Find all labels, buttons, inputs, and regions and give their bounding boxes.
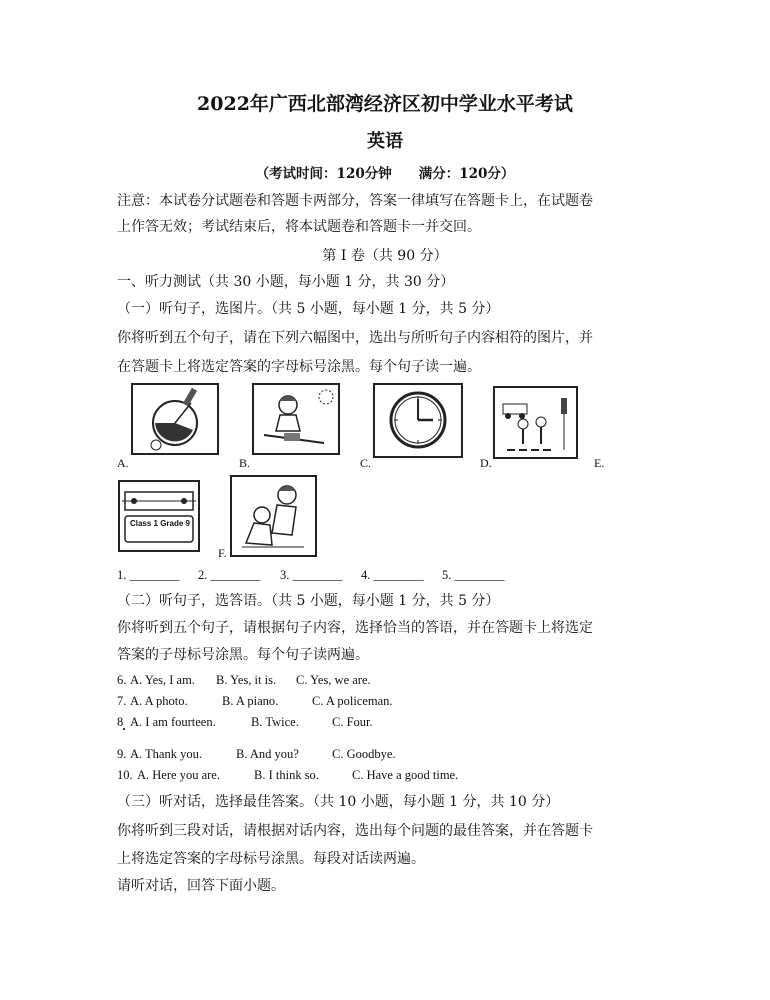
exam-info: （考试时间：120分钟 满分：120分）: [255, 166, 515, 182]
option-c[interactable]: C. Have a good time.: [352, 768, 459, 782]
option-a[interactable]: A. Thank you.: [130, 747, 202, 761]
option-a[interactable]: A. Here you are.: [137, 768, 220, 782]
option-a[interactable]: A. A photo.: [130, 694, 188, 708]
picture-d-crossing-street: [493, 386, 578, 459]
answer-blank-2[interactable]: 2. ________: [198, 568, 261, 582]
picture-label-e: E.: [594, 456, 605, 470]
part1-instruction-2: 在答题卡上将选定答案的字母标号涂黑。每个句子读一遍。: [117, 359, 481, 375]
exam-title: 2022年广西北部湾经济区初中学业水平考试: [197, 93, 573, 115]
children-helping-icon: [232, 477, 315, 555]
answer-blank-3[interactable]: 3. ________: [280, 568, 343, 582]
option-c[interactable]: C. Yes, we are.: [296, 673, 371, 687]
notice-line-1: 注意：本试卷分试题卷和答题卡两部分，答案一律填写在答题卡上，在试题卷: [117, 193, 593, 209]
ping-pong-paddle-icon: [133, 385, 217, 453]
part2-instruction-2: 答案的子母标号涂黑。每个句子读两遍。: [117, 647, 369, 663]
question-number: 10.: [117, 768, 133, 782]
picture-c-clock: [373, 383, 463, 458]
section1-heading: 一、听力测试（共 30 小题，每小题 1 分，共 30 分）: [117, 274, 455, 290]
option-b[interactable]: B. Twice.: [251, 715, 299, 729]
picture-e-class-sign: [118, 480, 200, 552]
answer-blank-5[interactable]: 5. ________: [442, 568, 505, 582]
option-b[interactable]: B. I think so.: [254, 768, 319, 782]
option-c[interactable]: C. A policeman.: [312, 694, 393, 708]
question-number: 7.: [117, 694, 127, 708]
class-sign-icon: [120, 482, 198, 550]
picture-f-helping: [230, 475, 317, 557]
part2-instruction-1: 你将听到五个句子，请根据句子内容，选择恰当的答语，并在答题卡上将选定: [117, 620, 593, 636]
picture-label-b: B.: [239, 456, 251, 470]
option-a[interactable]: A. I am fourteen.: [130, 715, 216, 729]
question-number: 6.: [117, 673, 127, 687]
picture-label-d: D.: [480, 456, 492, 470]
picture-b-boy-activity: [252, 383, 340, 455]
option-a[interactable]: A. Yes, I am.: [130, 673, 195, 687]
picture-label-f: F.: [218, 546, 227, 560]
option-c[interactable]: C. Four.: [332, 715, 373, 729]
clock-icon: [375, 385, 461, 456]
part2-heading: （二）听句子，选答语。（共 5 小题，每小题 1 分，共 5 分）: [117, 593, 500, 609]
volume-heading: 第 I 卷（共 90 分）: [322, 248, 448, 264]
option-c[interactable]: C. Goodbye.: [332, 747, 396, 761]
question-number: 8: [117, 715, 124, 729]
question-number: 9.: [117, 747, 127, 761]
part3-instruction-2: 上将选定答案的字母标号涂黑。每段对话读两遍。: [117, 851, 425, 867]
picture-label-c: C.: [360, 456, 372, 470]
part3-heading: （三）听对话，选择最佳答案。（共 10 小题，每小题 1 分，共 10 分）: [117, 794, 560, 810]
answer-blank-4[interactable]: 4. ________: [361, 568, 424, 582]
class-sign-text: Class 1 Grade 9: [129, 519, 191, 528]
option-b[interactable]: B. Yes, it is.: [216, 673, 277, 687]
notice-line-2: 上作答无效；考试结束后，将本试题卷和答题卡一并交回。: [117, 219, 481, 235]
part1-instruction-1: 你将听到五个句子，请在下列六幅图中，选出与所听句子内容相符的图片，并: [117, 330, 593, 346]
part3-instruction-3: 请听对话，回答下面小题。: [117, 878, 285, 894]
answer-blank-1[interactable]: 1. ________: [117, 568, 180, 582]
picture-label-a: A.: [117, 456, 129, 470]
part1-heading: （一）听句子，选图片。（共 5 小题，每小题 1 分，共 5 分）: [117, 301, 500, 317]
boy-drawing-icon: [254, 385, 338, 453]
subject-title: 英语: [367, 131, 403, 152]
part3-instruction-1: 你将听到三段对话，请根据对话内容，选出每个问题的最佳答案，并在答题卡: [117, 823, 593, 839]
stray-dot: [123, 728, 125, 730]
option-b[interactable]: B. And you?: [236, 747, 299, 761]
traffic-crossing-icon: [495, 388, 576, 457]
picture-a-table-tennis: [131, 383, 219, 455]
option-b[interactable]: B. A piano.: [222, 694, 279, 708]
